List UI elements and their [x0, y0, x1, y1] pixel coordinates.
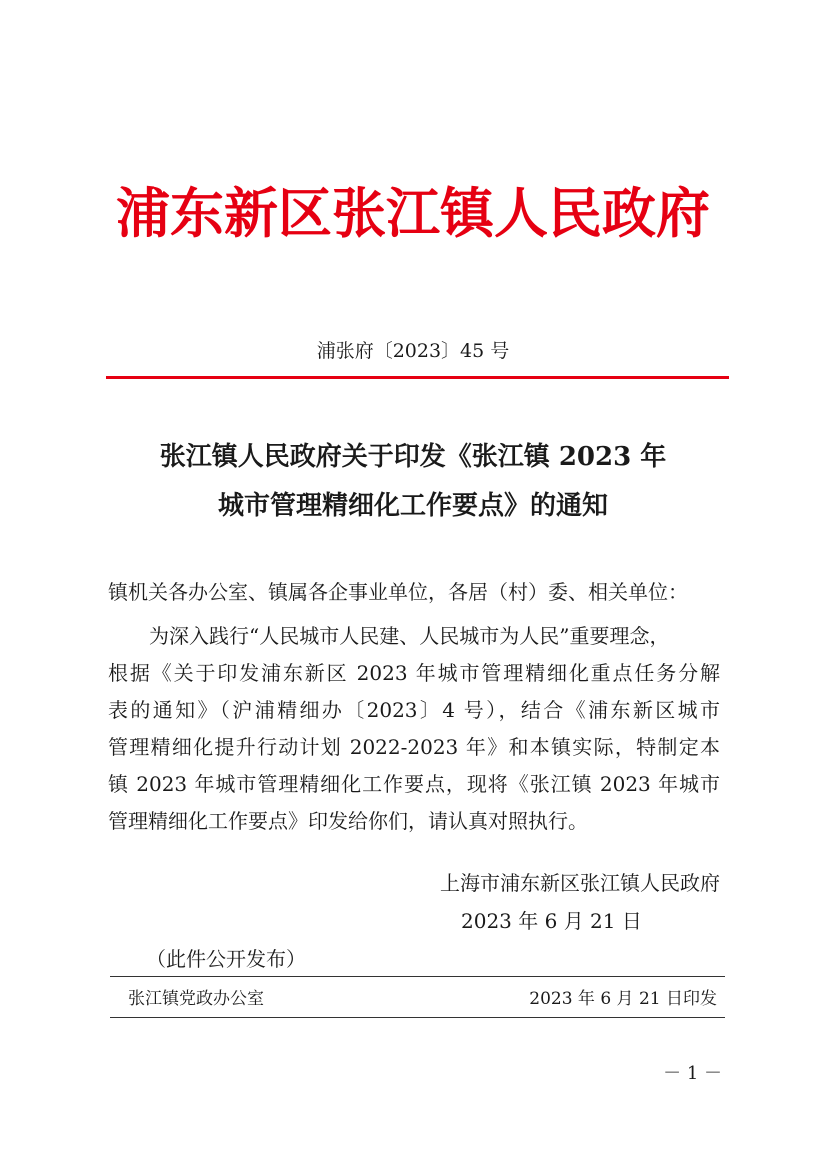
document-title-line-1: 张江镇人民政府关于印发《张江镇 2023 年: [159, 442, 667, 472]
paragraph-line: 表的通知》（沪浦精细办〔2023〕4 号），结合《浦东新区城市: [108, 698, 720, 722]
issuing-organization-header: 浦东新区张江镇人民政府: [116, 181, 710, 245]
signature-date: 2023 年 6 月 21 日: [461, 909, 642, 933]
addressee-line: 镇机关各办公室、镇属各企事业单位，各居（村）委、相关单位：: [108, 580, 688, 604]
paragraph-line: 管理精细化工作要点》印发给你们，请认真对照执行。: [108, 809, 588, 833]
imprint-issue-date: 2023 年 6 月 21 日印发: [529, 989, 717, 1009]
document-title-line-2: 城市管理精细化工作要点》的通知: [217, 491, 608, 521]
page-number: － 1 －: [663, 1063, 722, 1084]
disclosure-note: （此件公开发布）: [146, 947, 306, 971]
paragraph-line: 镇 2023 年城市管理精细化工作要点，现将《张江镇 2023 年城市: [108, 772, 720, 796]
document-number: 浦张府〔2023〕45 号: [316, 340, 510, 362]
imprint-bottom-rule: [110, 1017, 725, 1018]
red-separator-line: [106, 376, 729, 379]
signature-organization: 上海市浦东新区张江镇人民政府: [440, 871, 720, 895]
paragraph-line: 为深入践行“人民城市人民建、人民城市为人民”重要理念，: [149, 624, 670, 648]
imprint-issuer: 张江镇党政办公室: [128, 989, 264, 1009]
paragraph-line: 管理精细化提升行动计划 2022-2023 年》和本镇实际，特制定本: [108, 735, 720, 759]
imprint-top-rule: [110, 976, 725, 977]
paragraph-line: 根据《关于印发浦东新区 2023 年城市管理精细化重点任务分解: [108, 661, 720, 685]
